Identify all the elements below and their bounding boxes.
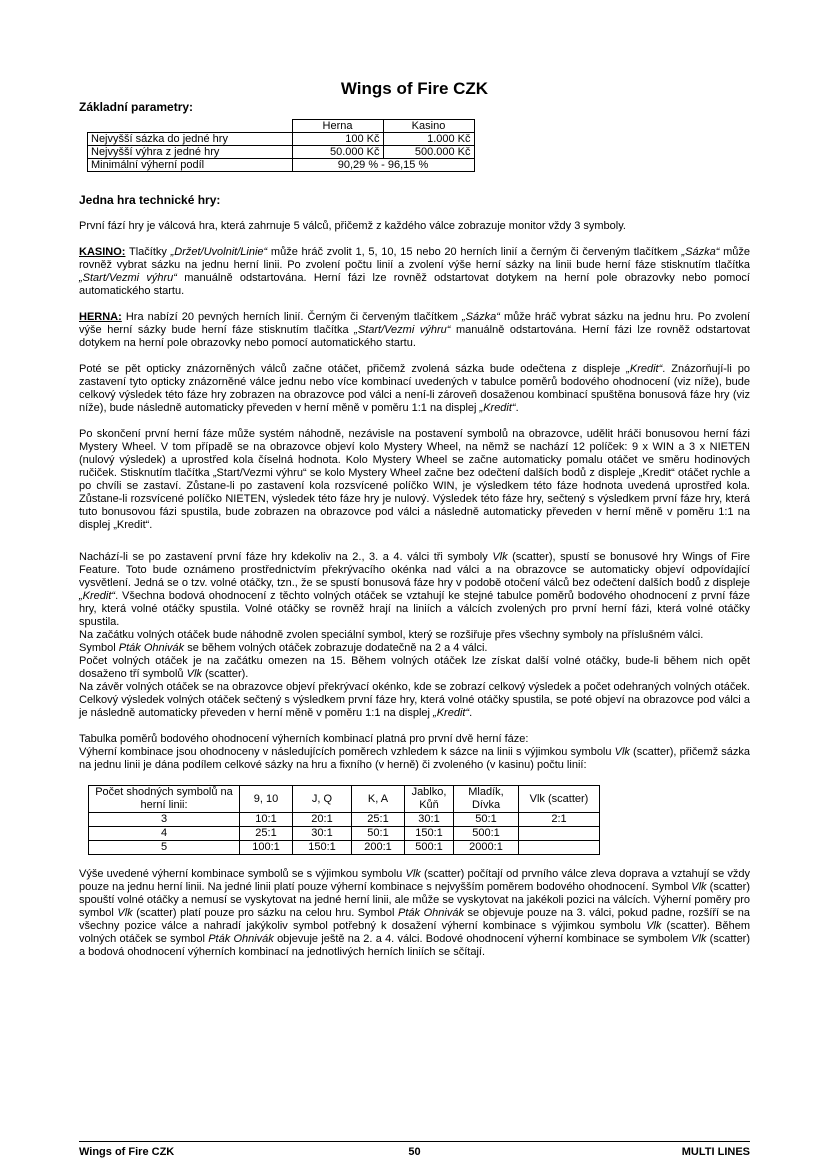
paytable-header: 9, 10	[240, 786, 293, 813]
document-title: Wings of Fire CZK	[340, 79, 489, 98]
param-label: Nejvyšší sázka do jedné hry	[88, 133, 293, 146]
param-herna: 50.000 Kč	[292, 146, 383, 159]
param-herna: 100 Kč	[292, 133, 383, 146]
section-heading: Jedna hra technické hry:	[79, 193, 221, 207]
param-label: Minimální výherní podíl	[88, 159, 293, 172]
footer-title: Wings of Fire CZK	[79, 1146, 175, 1158]
params-row	[88, 133, 475, 146]
paytable-row: 3 10:1 20:1 25:1 30:1 50:1 2:1	[89, 813, 600, 827]
page-footer	[79, 1141, 750, 1160]
params-row	[88, 146, 475, 159]
param-kasino: 500.000 Kč	[383, 146, 474, 159]
paytable-header: Vlk (scatter)	[519, 786, 600, 813]
paytable-header: Počet shodných symbolů na herní linii:	[89, 786, 240, 813]
param-label: Nejvyšší výhra z jedné hry	[88, 146, 293, 159]
params-table	[87, 119, 475, 172]
document-page	[79, 78, 751, 958]
paragraph-kasino: KASINO: Tlačítky „Držet/Uvolnit/Linie“ může hráč zvolit 1, 5, 10, 15 nebo 20 herních linií a černým či červeným tlačítkem „Sázka“ může rovněž vybrat sázku na jednu herní linii. Po zvolení počtu linií a zvolení výše herní sázky na linii bude herní fáze stisknutím tlačítka „Start/Vezmi výhru“ manuálně odstartována. Herní fázi lze rovněž odstartovat dotykem na herní pole obrazovky nebo pomocí automatického startu.	[79, 246, 750, 297]
col-herna: Herna	[292, 120, 383, 133]
footer-section: MULTI LINES	[681, 1146, 750, 1158]
paytable-header: J, Q	[293, 786, 352, 813]
paytable-header-row	[89, 786, 600, 813]
paytable-row: 5 100:1 150:1 200:1 500:1 2000:1	[89, 841, 600, 855]
paragraph-free-spin-end: Na závěr volných otáček se na obrazovce objeví překrývací okénko, kde se zobrazí celkový výsledek a počet odehraných volných otáček. Celkový výsledek volných otáček sečtený s výsledkem první fáze hry, která volné otáčky spustila, se poté objeví na obrazovce pod válci a je následně automaticky převeden v herní měně v poměru 1:1 na displej „Kredit“.	[79, 681, 750, 719]
page-number: 50	[408, 1146, 421, 1158]
paragraph-reels: Poté se pět opticky znázorněných válců začne otáčet, přičemž zvolená sázka bude odečtena z displeje „Kredit“. Znázorňují-li po zastavení tyto opticky znázorněné válce jednu nebo více kombinací uvedených v tabulce poměrů bodového ohodnocení (viz níže), bude celkový výsledek této fáze hry zobrazen na obrazovce pod válci a není-li zároveň dosaženou kombinací spuštěna bonusová fáze hry (viz níže), bude následně automaticky převeden v herní měně v poměru 1:1 na displej „Kredit“.	[79, 363, 750, 414]
paragraph-table-intro: Tabulka poměrů bodového ohodnocení výherních kombinací platná pro první dvě herní fáze:	[79, 733, 529, 745]
param-rtp: 90,29 % - 96,15 %	[292, 159, 474, 172]
paragraph-free-spin-count: Počet volných otáček je na začátku omezen na 15. Během volných otáček lze získat další volné otáčky, bude-li během nich opět dosaženo tří symbolů Vlk (scatter).	[79, 655, 750, 680]
paragraph-feature: Nachází-li se po zastavení první fáze hry kdekoliv na 2., 3. a 4. válci tři symboly Vlk (scatter), spustí se bonusové hry Wings of Fire Feature. Toto bude oznámeno prostřednictvím překrývacího okénka nad válci a na obrazovce se automaticky objeví odpovídající vysvětlení. Jedná se o tzv. volné otáčky, tzn., že se spustí bonusová fáze hry v podobě otočení válců bez odečtení dalších bodů z displeje „Kredit“. Všechna bodová ohodnocení z těchto volných otáček se vztahují ke stejné tabulce poměrů bodového ohodnocení z první fáze hry, která volné otáčky spustila. Volné otáčky se rovněž hrají na liniích a válcích zvolených pro první herní fázi, která volné otáčky spustila.	[79, 551, 750, 628]
paragraph-rules: Výše uvedené výherní kombinace symbolů se s výjimkou symbolu Vlk (scatter) počítají od prvního válce zleva doprava a vztahují se vždy pouze na jednu herní linii. Na jedné linii platí pouze výherní kombinace s nejvyšším poměrem bodového ohodnocení. Symbol Vlk (scatter) spouští volné otáčky a nemusí se vyskytovat na jedné herní linii, ale může se vyskytovat na jakékoli pozici na válcích. Výherní poměry pro symbol Vlk (scatter) platí pouze pro sázku na celou hru. Symbol Pták Ohnivák se objevuje pouze na 3. válci, pokud padne, rozšíří se na všechny pozice válce a nahradí jakýkoliv symbol potřebný k dosažení výherní kombinace s výjimkou symbolu Vlk (scatter). Během volných otáček se symbol Pták Ohnivák objevuje ještě na 2. a 4. válci. Bodové ohodnocení výherní kombinace se symbolem Vlk (scatter) a bodová ohodnocení výherních kombinací na jednotlivých herních liniích se sčítají.	[79, 868, 751, 958]
params-header-row	[88, 120, 475, 133]
paytable-header: Jablko, Kůň	[405, 786, 454, 813]
paytable-header: K, A	[352, 786, 405, 813]
params-heading: Základní parametry:	[79, 100, 194, 114]
params-row	[88, 159, 475, 172]
paytable-header: Mladík, Dívka	[454, 786, 519, 813]
param-kasino: 1.000 Kč	[383, 133, 474, 146]
paragraph-herna: HERNA: Hra nabízí 20 pevných herních linií. Černým či červeným tlačítkem „Sázka“ může hráč vybrat sázku na jednu hru. Po zvolení výše herní sázky bude herní fáze stisknutím tlačítka „Start/Vezmi výhru“ manuálně odstartována. Herní fázi lze rovněž odstartovat dotykem na herní pole obrazovky nebo pomocí automatického startu.	[79, 311, 751, 349]
paragraph-table-explanation: Výherní kombinace jsou ohodnoceny v následujících poměrech vzhledem k sázce na linii s výjimkou symbolu Vlk (scatter), přičemž sázka na jednu linii je dána podílem celkové sázky na hru a fixního (v herně) či zvoleného (v kasinu) počtu linií:	[79, 746, 750, 771]
document-body	[79, 193, 750, 959]
herna-label: HERNA:	[79, 311, 122, 323]
kasino-label: KASINO:	[79, 246, 126, 258]
paragraph-special-symbol: Na začátku volných otáček bude náhodně zvolen speciální symbol, který se rozšiřuje přes všechny symboly na příslušném válci.	[79, 629, 704, 641]
paragraph-bird: Symbol Pták Ohnivák se během volných otáček zobrazuje dodatečně na 2 a 4 válci.	[79, 642, 488, 654]
paytable	[88, 785, 600, 855]
paragraph-mystery-wheel: Po skončení první herní fáze může systém náhodně, nezávisle na postavení symbolů na obrazovce, udělit hráči bonusovou herní fázi Mystery Wheel. V tom případě se na obrazovce objeví kolo Mystery Wheel, na němž se nachází 12 políček: 9 x WIN a 3 x NIETEN (nulový výsledek) a uprostřed kola číselná hodnota. Kolo Mystery Wheel se začne automaticky pomalu otáčet ve směru hodinových ručiček. Stisknutím tlačítka „Start/Vezmi výhru“ se kolo Mystery Wheel začne bez odečtení dalších bodů z displeje „Kredit“ otáčet rychle a po chvíli se zastaví. Zůstane-li po zastavení kola rozsvícené políčko WIN, je výsledkem této fáze hodnota uvedená uprostřed kola. Zůstane-li rozsvícené políčko NIETEN, výsledek této fáze hry je nulový. Výsledek této fáze hry, sečtený s výsledkem první fáze hry, která tuto bonusovou fázi spustila, bude zobrazen na obrazovce pod válci a následně automaticky převeden v herní měně v poměru 1:1 na displej „Kredit“.	[79, 428, 750, 531]
paytable-row: 4 25:1 30:1 50:1 150:1 500:1	[89, 827, 600, 841]
col-kasino: Kasino	[383, 120, 474, 133]
paragraph-intro: První fází hry je válcová hra, která zahrnuje 5 válců, přičemž z každého válce zobrazuje monitor vždy 3 symboly.	[79, 220, 626, 232]
